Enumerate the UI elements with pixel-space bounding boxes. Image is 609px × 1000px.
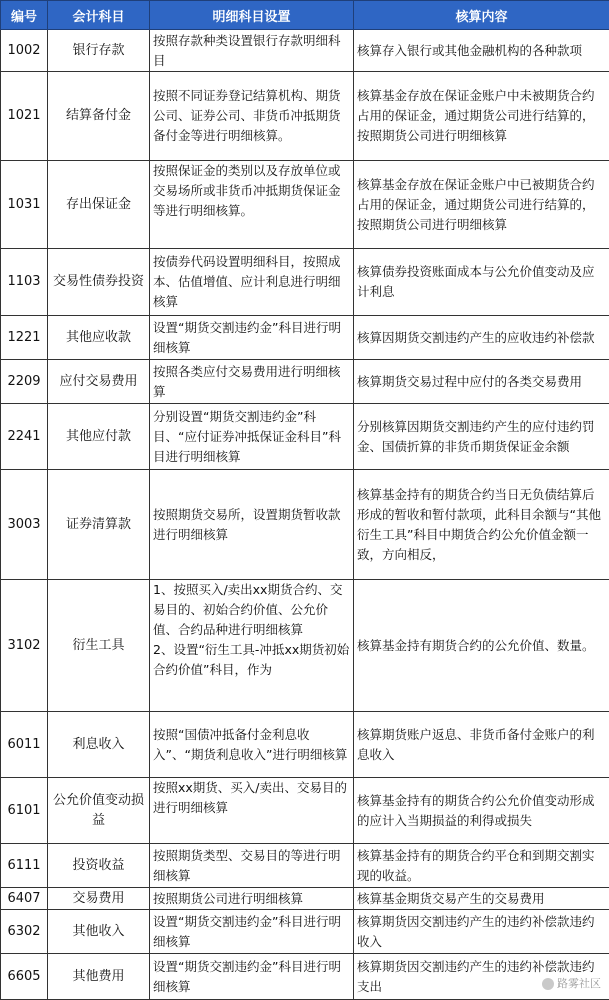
row-code: 6302 (1, 910, 48, 954)
table-row (1, 888, 609, 910)
table-row (1, 161, 609, 249)
table-row (1, 249, 609, 316)
row-code: 3102 (1, 580, 48, 712)
table-row (1, 404, 609, 470)
row-detail: 按照不同证券登记结算机构、期货公司、证券公司、非货币冲抵期货备付金等进行明细核算。 (150, 72, 354, 161)
row-code: 1103 (1, 249, 48, 316)
community-logo-icon (542, 978, 554, 990)
row-content: 核算基金持有的期货合约平仓和到期交割实现的收益。 (354, 844, 609, 888)
header-code: 编号 (1, 1, 48, 30)
table-row (1, 30, 609, 72)
row-detail: 设置“期货交割违约金”科目进行明细核算 (150, 316, 354, 360)
table-row (1, 778, 609, 844)
row-account: 衍生工具 (48, 580, 150, 712)
row-detail: 按照期货交易所，设置期货暂收款进行明细核算 (150, 470, 354, 580)
row-content: 核算期货交易过程中应付的各类交易费用 (354, 360, 609, 404)
row-account: 结算备付金 (48, 72, 150, 161)
row-content: 核算因期货交割违约产生的应收违约补偿款 (354, 316, 609, 360)
header-account: 会计科目 (48, 1, 150, 30)
row-content: 核算基金期货交易产生的交易费用 (354, 888, 609, 910)
row-detail: 1、按照买入/卖出xx期货合约、交易目的、初始合约价值、公允价值、合约品种进行明细核算 2、设置“衍生工具-冲抵xx期货初始合约价值”科目，作为 (150, 580, 354, 712)
row-code: 6101 (1, 778, 48, 844)
row-content: 核算期货因交割违约产生的违约补偿款违约支出 (354, 954, 609, 1000)
row-content: 核算基金存放在保证金账户中未被期货合约占用的保证金，通过期货公司进行结算的，按照期货公司进行明细核算 (354, 72, 609, 161)
table-row (1, 954, 609, 1000)
row-code: 1221 (1, 316, 48, 360)
row-content: 核算基金存放在保证金账户中已被期货合约占用的保证金，通过期货公司进行结算的，按照期货公司进行明细核算 (354, 161, 609, 249)
header-detail: 明细科目设置 (150, 1, 354, 30)
row-code: 6011 (1, 712, 48, 778)
table-row (1, 470, 609, 580)
table-row (1, 72, 609, 161)
watermark (542, 975, 601, 991)
row-code: 3003 (1, 470, 48, 580)
row-detail: 按债券代码设置明细科目，按照成本、估值增值、应计利息进行明细核算 (150, 249, 354, 316)
table-row (1, 712, 609, 778)
row-code: 1002 (1, 30, 48, 72)
table-row (1, 360, 609, 404)
row-detail: 设置“期货交割违约金”科目进行明细核算 (150, 910, 354, 954)
row-detail: 按照xx期货、买入/卖出、交易目的进行明细核算 (150, 778, 354, 844)
row-account: 证券清算款 (48, 470, 150, 580)
row-code: 6407 (1, 888, 48, 910)
row-account: 其他应收款 (48, 316, 150, 360)
row-content: 核算基金持有期货合约的公允价值、数量。 (354, 580, 609, 712)
row-content: 分别核算因期货交割违约产生的应付违约罚金、国债折算的非货币期货保证金余额 (354, 404, 609, 470)
row-account: 应付交易费用 (48, 360, 150, 404)
row-detail: 按照“国债冲抵备付金利息收入”、“期货利息收入”进行明细核算 (150, 712, 354, 778)
row-content: 核算期货因交割违约产生的违约补偿款违约收入 (354, 910, 609, 954)
row-code: 1031 (1, 161, 48, 249)
row-detail: 设置“期货交割违约金”科目进行明细核算 (150, 954, 354, 1000)
row-content: 核算债券投资账面成本与公允价值变动及应计利息 (354, 249, 609, 316)
row-content: 核算基金持有的期货合约公允价值变动形成的应计入当期损益的利得或损失 (354, 778, 609, 844)
row-detail: 按照期货公司进行明细核算 (150, 888, 354, 910)
row-code: 1021 (1, 72, 48, 161)
row-content: 核算期货账户返息、非货币备付金账户的利息收入 (354, 712, 609, 778)
row-account: 其他应付款 (48, 404, 150, 470)
row-account: 交易费用 (48, 888, 150, 910)
row-detail: 按照各类应付交易费用进行明细核算 (150, 360, 354, 404)
row-detail: 按照保证金的类别以及存放单位或交易场所或非货币冲抵期货保证金等进行明细核算。 (150, 161, 354, 249)
table-row (1, 580, 609, 712)
header-content: 核算内容 (354, 1, 609, 30)
row-account: 银行存款 (48, 30, 150, 72)
row-detail: 分别设置“期货交割违约金”科目、“应付证券冲抵保证金科目”科目进行明细核算 (150, 404, 354, 470)
row-code: 6111 (1, 844, 48, 888)
row-account: 其他费用 (48, 954, 150, 1000)
watermark-text: 路雾社区 (557, 977, 601, 990)
row-detail: 按照期货类型、交易目的等进行明细核算 (150, 844, 354, 888)
row-account: 交易性债券投资 (48, 249, 150, 316)
row-account: 投资收益 (48, 844, 150, 888)
header-row (1, 1, 609, 30)
table-row (1, 316, 609, 360)
row-account: 其他收入 (48, 910, 150, 954)
row-account: 利息收入 (48, 712, 150, 778)
row-code: 2209 (1, 360, 48, 404)
row-code: 6605 (1, 954, 48, 1000)
table-row (1, 910, 609, 954)
row-detail: 按照存款种类设置银行存款明细科目 (150, 30, 354, 72)
table-row (1, 844, 609, 888)
row-account: 存出保证金 (48, 161, 150, 249)
row-account: 公允价值变动损益 (48, 778, 150, 844)
row-code: 2241 (1, 404, 48, 470)
row-content: 核算基金持有的期货合约当日无负债结算后形成的暂收和暂付款项，此科目余额与“其他衍生工具”科目中期货合约公允价值金额一致，方向相反， (354, 470, 609, 580)
row-content: 核算存入银行或其他金融机构的各种款项 (354, 30, 609, 72)
